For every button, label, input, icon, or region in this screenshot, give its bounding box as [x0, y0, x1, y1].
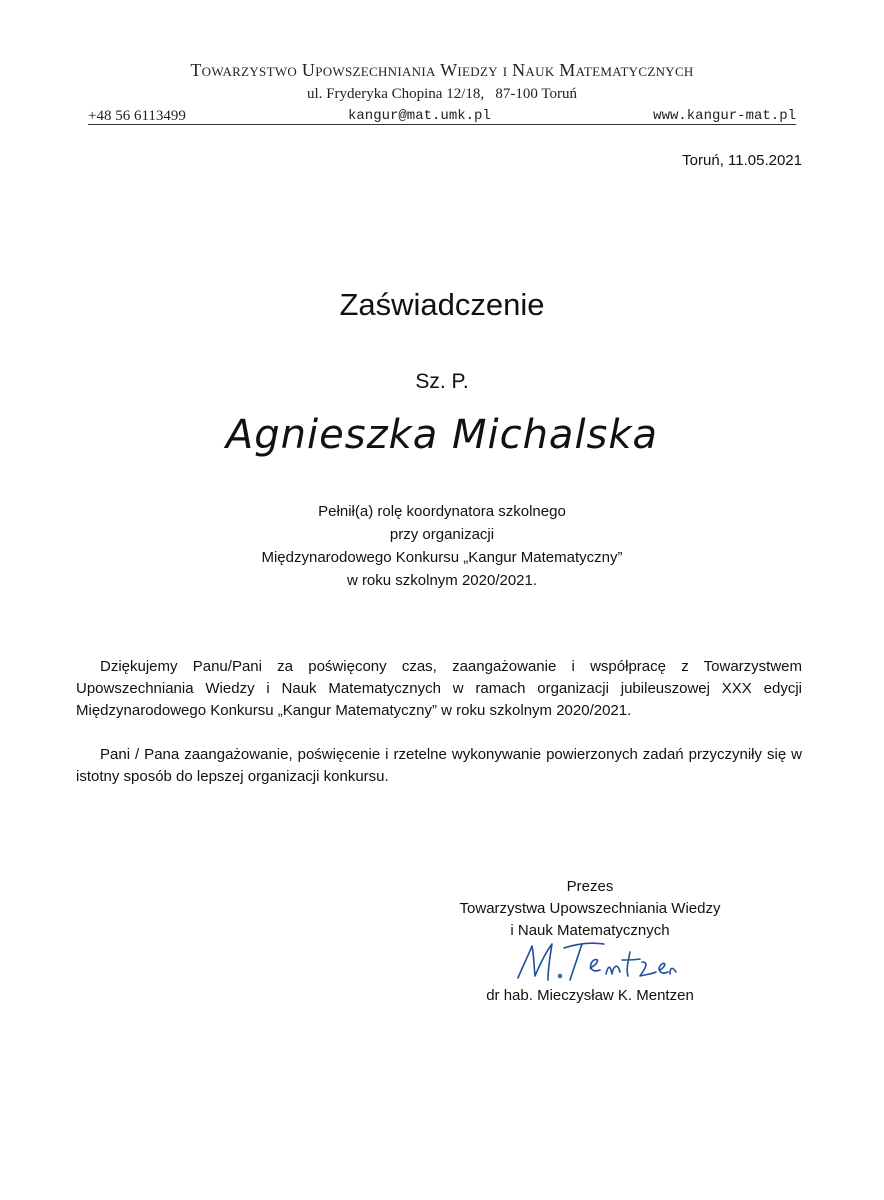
role-line: przy organizacji: [389, 526, 495, 543]
role-line: w roku szkolnym 2020/2021.: [346, 572, 538, 589]
document-title: Zaświadczenie: [339, 287, 545, 322]
signature-block: [440, 876, 740, 942]
email-address: kangur@mat.umk.pl: [348, 108, 491, 124]
signatory-organization: i Nauk Matematycznych: [510, 922, 670, 939]
letterhead-divider: [88, 124, 796, 125]
recipient-name: Agnieszka Michalska: [225, 412, 659, 458]
signatory-title: Prezes: [566, 878, 614, 895]
letterhead: [88, 58, 796, 128]
role-statement: [0, 500, 884, 592]
document-date: Toruń, 11.05.2021: [682, 152, 802, 169]
phone-number: +48 56 6113499: [88, 108, 186, 124]
thanks-paragraph: Dziękujemy Panu/Pani za poświęcony czas, zaangażowanie i współpracę z Towarzystwem Upowszechniania Wiedzy i Nauk Matematycznych w ramach organizacji jubileuszowej XXX edycji Międzynarodowego Konkursu „Kangur Matematyczny” w roku szkolnym 2020/2021.: [76, 658, 802, 719]
organization-name: Towarzystwo Upowszechniania Wiedzy i Nauk Matematycznych: [190, 60, 694, 80]
salutation: Sz. P.: [415, 370, 469, 393]
appreciation-paragraph: Pani / Pana zaangażowanie, poświęcenie i rzetelne wykonywanie powierzonych zadań przyczyniły się w istotny sposób do lepszej organizacji konkursu.: [76, 746, 802, 785]
role-line: Międzynarodowego Konkursu „Kangur Matematyczny”: [261, 549, 623, 566]
organization-address: ul. Fryderyka Chopina 12/18, 87-100 Toruń: [307, 86, 577, 102]
website-address: www.kangur-mat.pl: [653, 108, 796, 124]
role-line: Pełnił(a) rolę koordynatora szkolnego: [318, 503, 566, 520]
signer-name: dr hab. Mieczysław K. Mentzen: [486, 987, 694, 1004]
handwritten-signature: [504, 938, 680, 988]
signatory-organization: Towarzystwa Upowszechniania Wiedzy: [459, 900, 721, 917]
